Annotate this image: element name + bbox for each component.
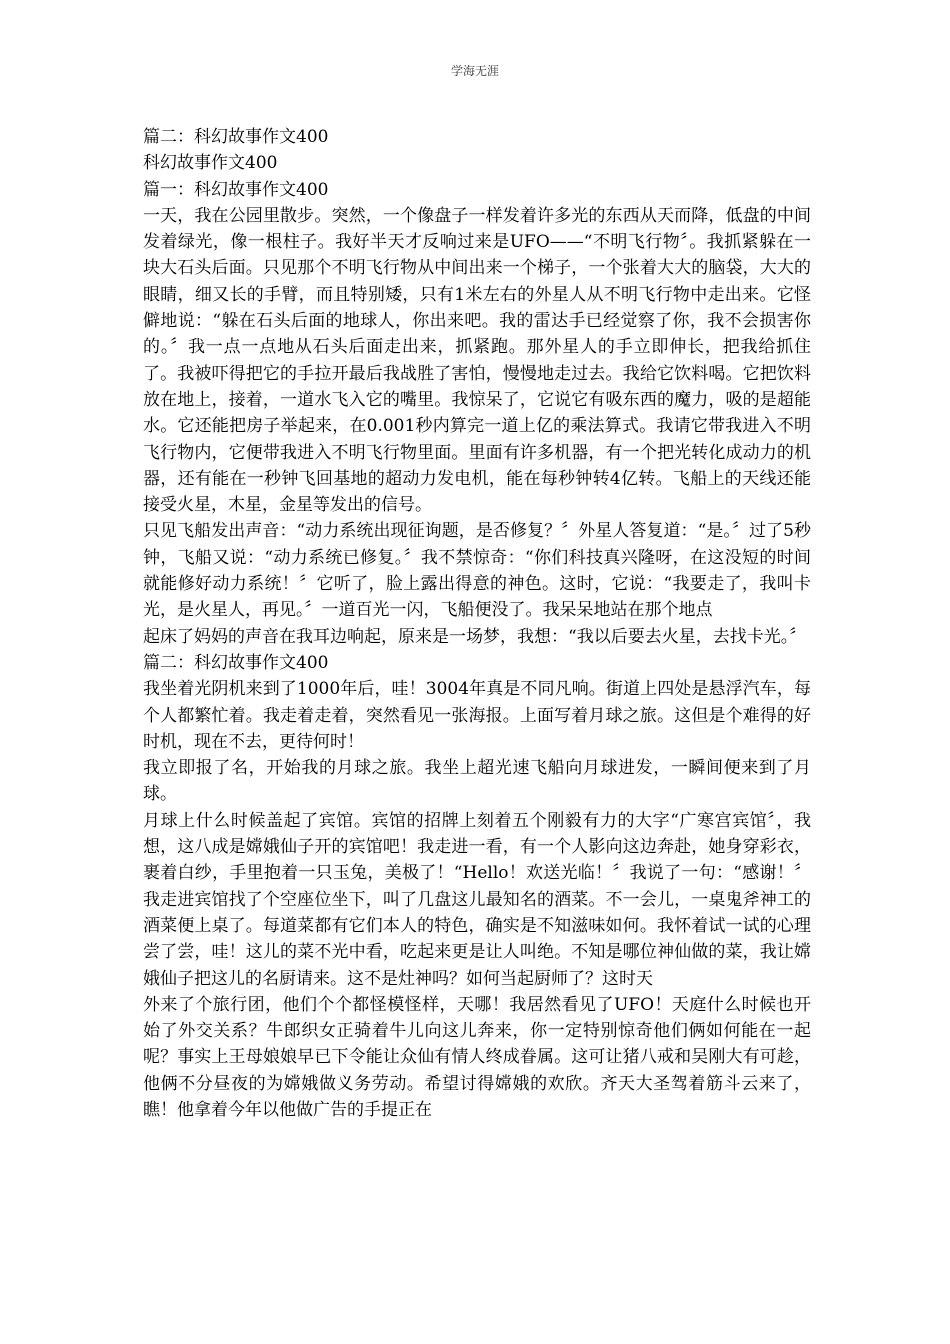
section-heading: 篇一：科幻故事作文400 <box>143 179 329 200</box>
paragraph: 起床了妈妈的声音在我耳边响起，原来是一场梦，我想：“我以后要去火星，去找卡光。〞 <box>143 626 807 647</box>
paragraph: 我坐着光阴机来到了1000年后，哇！3004年真是不同凡响。街道上四处是悬浮汽车，每个人都繁忙着。我走着走着，突然看见一张海报。上面写着月球之旅。这但是个难得的好时机，现在不去，更待何时！ <box>143 679 811 752</box>
paragraph: 一天，我在公园里散步。突然，一个像盘子一样发着许多光的东西从天而降，低盘的中间发着绿光，像一根柱子。我好半天才反响过来是UFO——“不明飞行物〞。我抓紧躲在一块大石头后面。只见那个不明飞行物从中间出来一个梯子，一个张着大大的脑袋，大大的眼睛，细又长的手臂，而且特别矮，只有1米左右的外星人从不明飞行物中走出来。它怪僻地说：“躲在石头后面的地球人，你出来吧。我的雷达手已经觉察了你，我不会损害你的。〞我一点一点地从石头后面走出来，抓紧跑。那外星人的手立即伸长，把我给抓住了。我被吓得把它的手拉开最后我战胜了害怕，慢慢地走过去。我给它饮料喝。它把饮料放在地上，接着，一道水飞入它的嘴里。我惊呆了，它说它有吸东西的魔力，吸的是超能水。它还能把房子举起来，在0.001秒内算完一道上亿的乘法算式。我请它带我进入不明飞行物内，它便带我进入不明飞行物里面。里面有许多机器，有一个把光转化成动力的机器，还有能在一秒钟飞回基地的超动力发电机，能在每秒钟转4亿转。飞船上的天线还能接受火星，木星，金星等发出的信号。 <box>143 205 811 516</box>
paragraph: 我立即报了名，开始我的月球之旅。我坐上超光速飞船向月球进发，一瞬间便来到了月球。 <box>143 758 811 805</box>
page-header: 学海无涯 <box>450 64 499 78</box>
section-heading: 篇二：科幻故事作文400 <box>143 652 329 673</box>
document-body <box>143 124 811 1123</box>
section-heading: 篇二：科幻故事作文400 <box>143 127 329 147</box>
paragraph: 外来了个旅行团，他们个个都怪模怪样，天哪！我居然看见了UFO！天庭什么时候也开始了外交关系？牛郎织女正骑着牛儿向这儿奔来，你一定特别惊奇他们俩如何能在一起呢？事实上王母娘娘早已下令能让众仙有情人终成眷属。这可让猪八戒和吴刚大有可趁，他俩不分昼夜的为嫦娥做义务劳动。希望讨得嫦娥的欢欣。齐天大圣驾着筋斗云来了，瞧！他拿着今年以他做广告的手提正在 <box>143 994 811 1120</box>
paragraph: 只见飞船发出声音：“动力系统出现征询题，是否修复？〞外星人答复道：“是。〞过了5秒钟，飞船又说：“动力系统已修复。〞我不禁惊奇：“你们科技真兴隆呀，在这没短的时间就能修好动力系统！〞它听了，脸上露出得意的神色。这时，它说：“我要走了，我叫卡光，是火星人，再见。〞一道百光一闪，飞船便没了。我呆呆地站在那个地点 <box>143 521 811 621</box>
paragraph: 月球上什么时候盖起了宾馆。宾馆的招牌上刻着五个刚毅有力的大字“广寒宫宾馆〞，我想，这八成是嫦娥仙子开的宾馆吧！我走进一看，有一个人影向这边奔赴，她身穿彩衣，裹着白纱，手里抱着一只玉兔，美极了！“Hello！欢送光临！〞我说了一句：“感谢！〞我走进宾馆找了个空座位坐下，叫了几盘这儿最知名的酒菜。不一会儿，一桌鬼斧神工的酒菜便上桌了。每道菜都有它们本人的特色，确实是不知滋味如何。我怀着试一试的心理尝了尝，哇！这儿的菜不光中看，吃起来更是让人叫绝。不知是哪位神仙做的菜，我让嫦娥仙子把这儿的名厨请来。这不是灶神吗？如何当起厨师了？这时天 <box>143 810 811 989</box>
document-title: 科幻故事作文400 <box>143 153 278 174</box>
